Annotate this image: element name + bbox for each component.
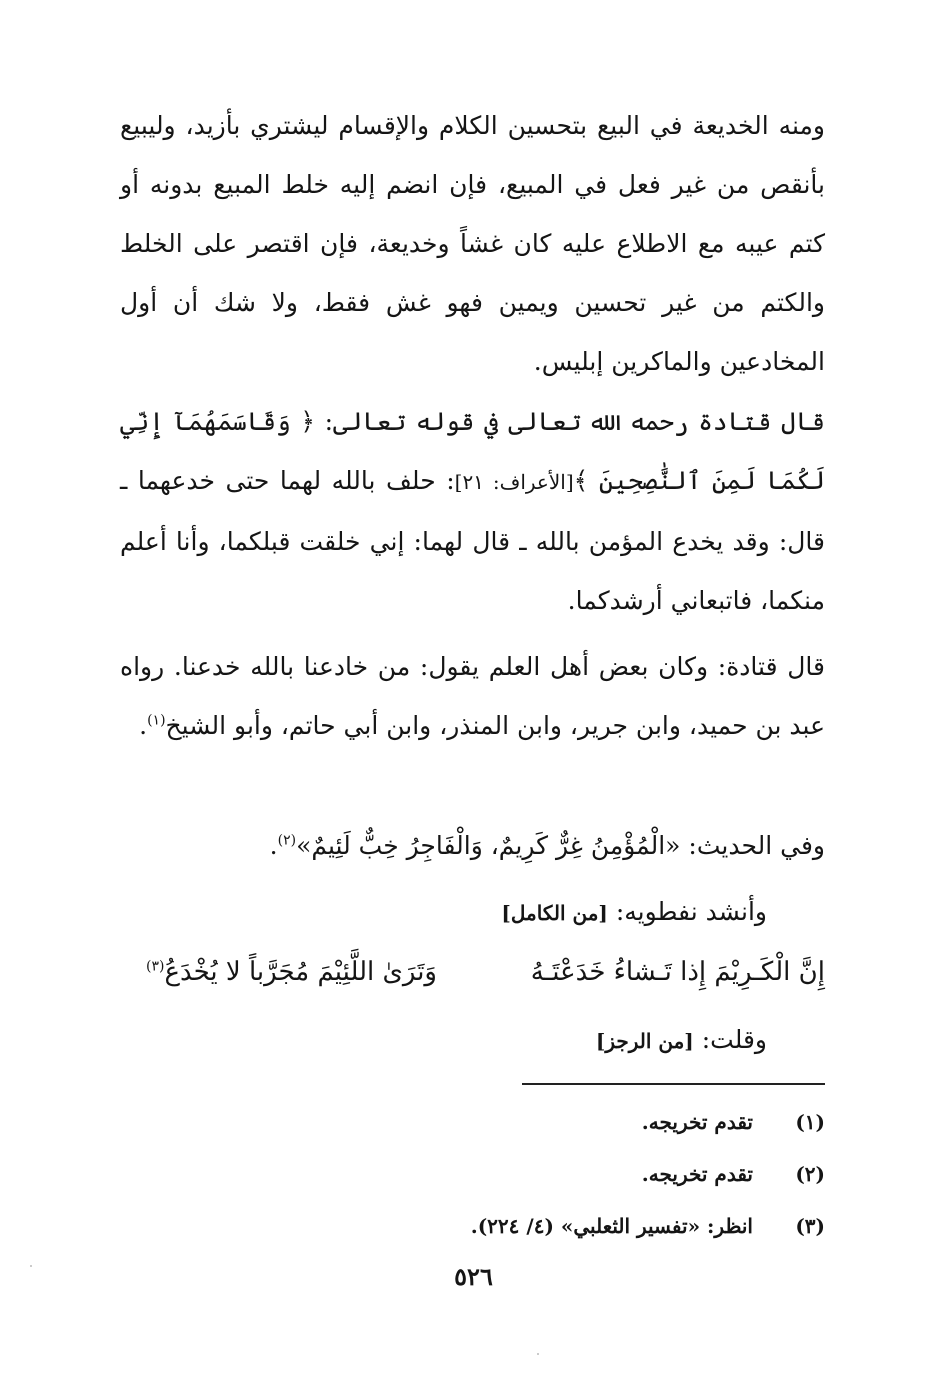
footnote-item [120, 1096, 825, 1148]
footnote-number: (١) [795, 1110, 825, 1134]
footnote-number: (٢) [795, 1162, 825, 1186]
paragraph-3-text: قال قتادة: وكان بعض أهل العلم يقول: من خادعنا بالله خدعنا. رواه عبد بن حميد، وابن جرير، وابن المنذر، وابن أبي حاتم، وأبو الشيخ [120, 652, 825, 740]
footnote-marker-3[interactable]: (٣) [146, 958, 165, 975]
footnote-item [120, 1200, 825, 1252]
footnotes-section [120, 1096, 825, 1252]
footnote-text: تقدم تخريجه. [641, 1110, 753, 1134]
paragraph-2-intro: قال قتادة رحمه الله تعالى في قوله تعالى: [314, 407, 825, 436]
surah-reference: [الأعراف: ٢١] [454, 470, 574, 494]
paragraph-1-text: ومنه الخديعة في البيع بتحسين الكلام والإقسام ليشتري بأزيد، وليبيع بأنقص من غير فعل في المبيع، فإن انضم إليه خلط المبيع بدونه أو كتم عيبه مع الاطلاع عليه كان غشاً وخديعة، فإن اقتصر على الخلط والكتم من غير تحسين ويمين فهو غش فقط، ولا شك أن أول المخادعين والماكرين إبليس. [120, 111, 825, 376]
footnote-text: تقدم تخريجه. [641, 1162, 753, 1186]
paragraph-qatada-narration [120, 637, 825, 755]
hadith-line [270, 826, 825, 866]
footnote-separator [522, 1083, 825, 1085]
author-poem-intro-text: وقلت: [693, 1025, 767, 1054]
verse-first-hemistich: إِنَّ الْكَـرِيْمَ إِذا تَـشاءُ خَدَعْتَـهُ [530, 957, 825, 987]
hadith-text: «الْمُؤْمِنُ غِرٌّ كَرِيمٌ، وَالْفَاجِرُ خِبٌّ لَئِيمٌ» [296, 831, 681, 860]
poem-meter-label: [من الكامل] [501, 901, 608, 925]
poem-intro-line [501, 892, 767, 933]
scan-speck [537, 1353, 539, 1355]
page-number: ٥٢٦ [454, 1262, 493, 1291]
footnote-text: انظر: «تفسير الثعلبي» (٤/ ٢٢٤). [470, 1214, 753, 1238]
paragraph-deception-in-trade [120, 96, 825, 391]
footnote-marker-2[interactable]: (٢) [277, 832, 297, 849]
poem-intro-text: وأنشد نفطويه: [607, 897, 767, 926]
paragraph-qatada-commentary [120, 392, 825, 630]
quran-verse: ﴿ وَقَاسَمَهُمَآ إِنِّي لَكُمَا لَمِنَ ٱلنَّٰصِحِينَ ﴾ [120, 407, 825, 495]
paragraph-2-rest: : حلف بالله لهما حتى خدعهما ـ قال: وقد يخدع المؤمن بالله ـ قال لهما: إني خلقت قبلكما، وأنا أعلم منكما، فاتبعاني أرشدكما. [120, 466, 825, 615]
author-poem-intro-line [596, 1020, 767, 1061]
author-poem-meter-label: [من الرجز] [595, 1029, 694, 1053]
paragraph-3-end: . [139, 711, 148, 740]
hadith-intro: وفي الحديث: [680, 831, 825, 860]
footnote-number: (٣) [795, 1214, 825, 1238]
verse-second-hemistich [146, 952, 437, 992]
scan-speck [30, 1265, 32, 1267]
hadith-end: . [269, 831, 278, 860]
footnote-marker-1[interactable]: (١) [147, 712, 166, 729]
footnote-item [120, 1148, 825, 1200]
verse-second-text: وَتَرَىٰ اللَّئِيْمَ مُجَرَّباً لا يُخْدَعُ [164, 957, 437, 987]
